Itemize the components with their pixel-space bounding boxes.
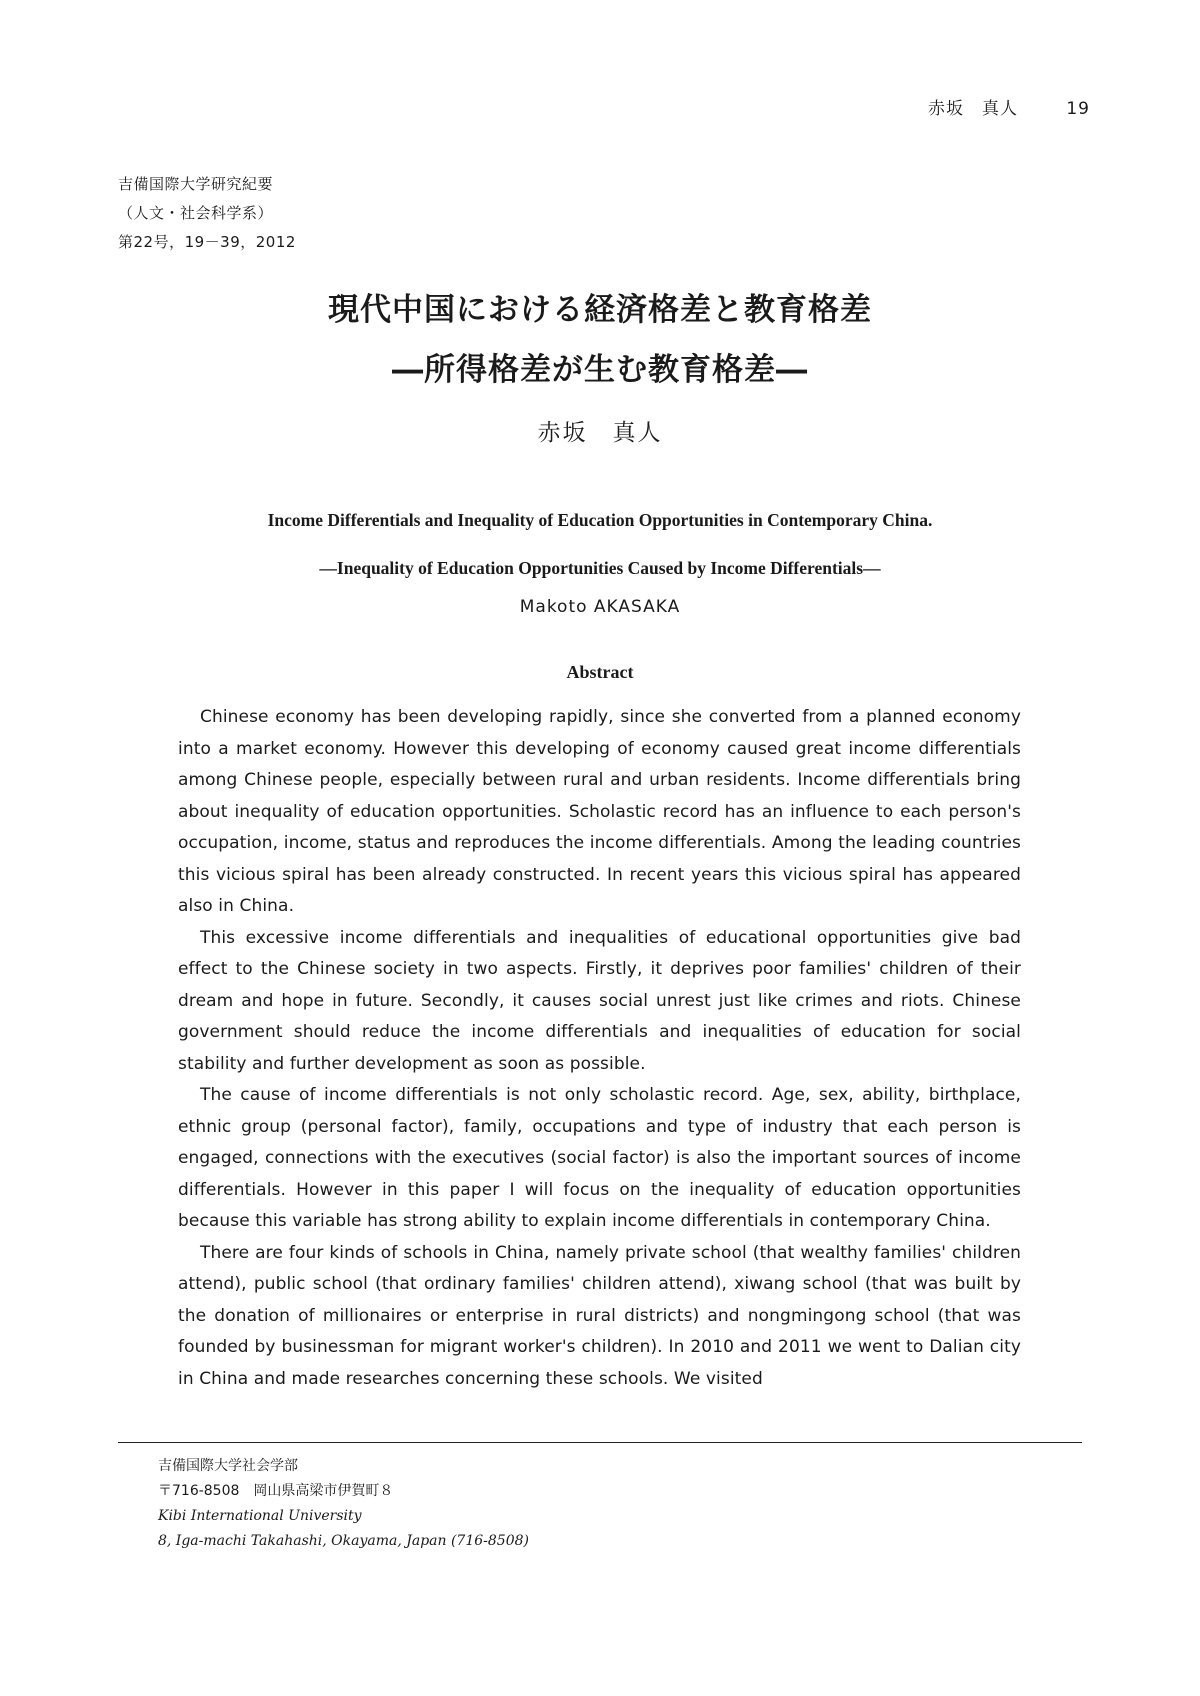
abstract-paragraph: Chinese economy has been developing rapidly, since she converted from a planned economy into a market economy. However this developing of economy caused great income differentials among Chinese people, especially between rural and urban residents. Income differentials bring about inequality of education opportunities. Scholastic record has an influence to each person's occupation, income, status and reproduces the income differentials. Among the leading countries this vicious spiral has been already constructed. In recent years this vicious spiral has appeared also in China. <box>178 707 1021 916</box>
japanese-subtitle: ―所得格差が生む教育格差― <box>392 352 808 388</box>
english-author: Makoto AKASAKA <box>519 597 681 617</box>
footnote-divider <box>118 1442 1082 1443</box>
english-subtitle: ―Inequality of Education Opportunities Caused by Income Differentials― <box>319 558 881 578</box>
running-header-author: 赤坂 真人 <box>927 99 1018 119</box>
japanese-title <box>0 280 1200 400</box>
affiliation-footnote <box>158 1454 529 1554</box>
japanese-author: 赤坂 真人 <box>537 420 663 446</box>
affiliation-address-en: 8, Iga-machi Takahashi, Okayama, Japan (716-8508) <box>158 1533 529 1549</box>
affiliation-dept-jp: 吉備国際大学社会学部 <box>158 1458 298 1474</box>
affiliation-address-jp: 〒716-8508 岡山県高梁市伊賀町８ <box>158 1483 394 1499</box>
abstract-body <box>178 702 1021 1395</box>
affiliation-university-en: Kibi International University <box>158 1508 362 1524</box>
english-title <box>0 496 1200 592</box>
journal-issue: 第22号，19－39，2012 <box>118 233 296 251</box>
english-title-line1: Income Differentials and Inequality of Education Opportunities in Contemporary China. <box>267 510 933 530</box>
journal-name: 吉備国際大学研究紀要 <box>118 175 274 193</box>
running-header <box>928 94 1090 119</box>
abstract-heading: Abstract <box>566 662 634 682</box>
abstract-paragraph: The cause of income differentials is not only scholastic record. Age, sex, ability, birthplace, ethnic group (personal factor), family, occupations and type of industry that each person is engaged, connections with the executives (social factor) is also the important sources of income differentials. However in this paper I will focus on the inequality of education opportunities because this variable has strong ability to explain income differentials in contemporary China. <box>178 1085 1021 1231</box>
abstract-paragraph: There are four kinds of schools in China, namely private school (that wealthy families' children attend), public school (that ordinary families' children attend), xiwang school (that was built by the donation of millionaires or enterprise in rural districts) and nongmingong school (that was founded by businessman for migrant worker's children). In 2010 and 2011 we went to Dalian city in China and made researches concerning these schools. We visited <box>178 1242 1021 1389</box>
abstract-paragraph: This excessive income differentials and inequalities of educational opportunities give bad effect to the Chinese society in two aspects. Firstly, it deprives poor families' children of their dream and hope in future. Secondly, it causes social unrest just like crimes and riots. Chinese government should reduce the income differentials and inequalities of education for social stability and further development as soon as possible. <box>178 927 1021 1074</box>
journal-series: （人文・社会科学系） <box>118 204 274 222</box>
japanese-title-line1: 現代中国における経済格差と教育格差 <box>328 292 872 328</box>
journal-info <box>118 170 296 257</box>
page-number: 19 <box>1066 99 1090 119</box>
